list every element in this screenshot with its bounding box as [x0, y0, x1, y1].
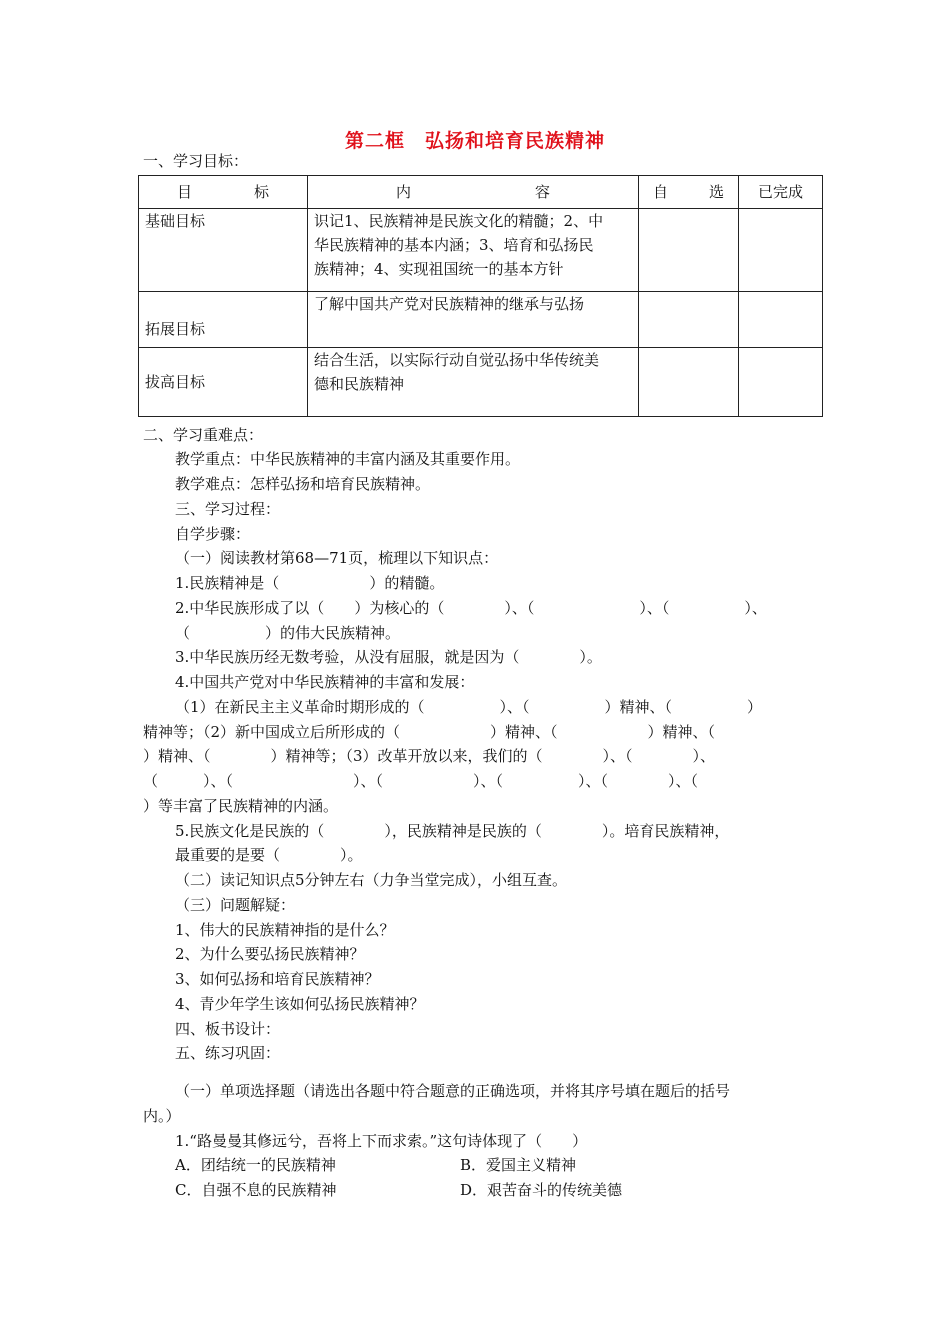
- row-done-cell: [739, 292, 823, 348]
- row-label: 拓展目标: [139, 292, 308, 348]
- option-d: D．艰苦奋斗的传统美德: [460, 1181, 623, 1199]
- option-c: C．自强不息的民族精神: [175, 1181, 337, 1199]
- section-heading: 一、学习目标：: [143, 152, 249, 170]
- row-label: 基础目标: [139, 209, 308, 292]
- text-line: 教学难点：怎样弘扬和培育民族精神。: [175, 475, 431, 493]
- text-line: 1.民族精神是（ ）的精髓。: [175, 574, 445, 592]
- text-line: （二）读记知识点5分钟左右（力争当堂完成），小组互查。: [175, 871, 568, 889]
- row-content: 结合生活，以实际行动自觉弘扬中华传统美 德和民族精神: [308, 348, 639, 417]
- text-line: ）等丰富了民族精神的内涵。: [143, 797, 339, 815]
- table-row: [139, 292, 823, 348]
- text-line: （ ）、（ ）、（ ）、（ ）、（ ）、（: [143, 772, 699, 790]
- header-content: 内 容: [308, 176, 639, 209]
- row-content: 了解中国共产党对民族精神的继承与弘扬: [308, 292, 639, 348]
- row-content: 识记1、民族精神是民族文化的精髓；2、中 华民族精神的基本内涵；3、培育和弘扬民 族精神；4、实现祖国统一的基本方针: [308, 209, 639, 292]
- text-line: 2.中华民族形成了以（ ）为核心的（ ）、（ ）、（ ）、: [175, 599, 767, 617]
- table-row: [139, 348, 823, 417]
- text-line: （1）在新民主主义革命时期形成的（ ）、（ ）精神、（ ）: [175, 698, 763, 716]
- row-done-cell: [739, 348, 823, 417]
- section-heading: 二、学习重难点：: [143, 426, 264, 444]
- section-heading: 五、练习巩固：: [175, 1044, 281, 1062]
- text-line: 自学步骤：: [175, 525, 251, 543]
- header-done: 已完成: [739, 176, 823, 209]
- text-line: （ ）的伟大民族精神。: [175, 624, 401, 642]
- row-label: 拔高目标: [139, 348, 308, 417]
- text-line: 内。）: [143, 1107, 181, 1125]
- question-item: 4、青少年学生该如何弘扬民族精神？: [175, 995, 425, 1013]
- text-line: （三）问题解疑：: [175, 896, 296, 914]
- text-line: 精神等；（2）新中国成立后所形成的（ ）精神、（ ）精神、（: [143, 723, 716, 741]
- option-b: B．爱国主义精神: [460, 1156, 577, 1174]
- goals-table: [138, 175, 823, 417]
- question-item: 3、如何弘扬和培育民族精神？: [175, 970, 380, 988]
- text-line: 3.中华民族历经无数考验，从没有屈服，就是因为（ ）。: [175, 648, 602, 666]
- text-line: 4.中国共产党对中华民族精神的丰富和发展：: [175, 673, 475, 691]
- question-item: 2、为什么要弘扬民族精神？: [175, 945, 365, 963]
- text-line: 最重要的是要（ ）。: [175, 846, 363, 864]
- text-line: 5.民族文化是民族的（ ），民族精神是民族的（ ）。培育民族精神，: [175, 822, 730, 840]
- row-self-select-cell: [639, 348, 739, 417]
- text-line: （一）单项选择题（请选出各题中符合题意的正确选项，并将其序号填在题后的括号: [175, 1082, 731, 1100]
- row-done-cell: [739, 209, 823, 292]
- question-item: 1、伟大的民族精神指的是什么？: [175, 921, 395, 939]
- header-goal: 目 标: [139, 176, 308, 209]
- text-line: 教学重点：中华民族精神的丰富内涵及其重要作用。: [175, 450, 521, 468]
- section-heading: 三、学习过程：: [175, 500, 281, 518]
- question-item: 1.“路曼曼其修远兮，吾将上下而求索。”这句诗体现了（ ）: [175, 1132, 588, 1150]
- option-a: A．团结统一的民族精神: [175, 1156, 336, 1174]
- page-title: 第二框 弘扬和培育民族精神: [344, 130, 605, 152]
- table-header-row: [139, 176, 823, 209]
- section-heading: 四、板书设计：: [175, 1020, 281, 1038]
- row-self-select-cell: [639, 292, 739, 348]
- table-row: [139, 209, 823, 292]
- header-self-select: 自 选: [639, 176, 739, 209]
- row-self-select-cell: [639, 209, 739, 292]
- text-line: ）精神、（ ）精神等；（3）改革开放以来，我们的（ ）、（ ）、: [143, 747, 716, 765]
- text-line: （一）阅读教材第68—71页，梳理以下知识点：: [175, 549, 499, 567]
